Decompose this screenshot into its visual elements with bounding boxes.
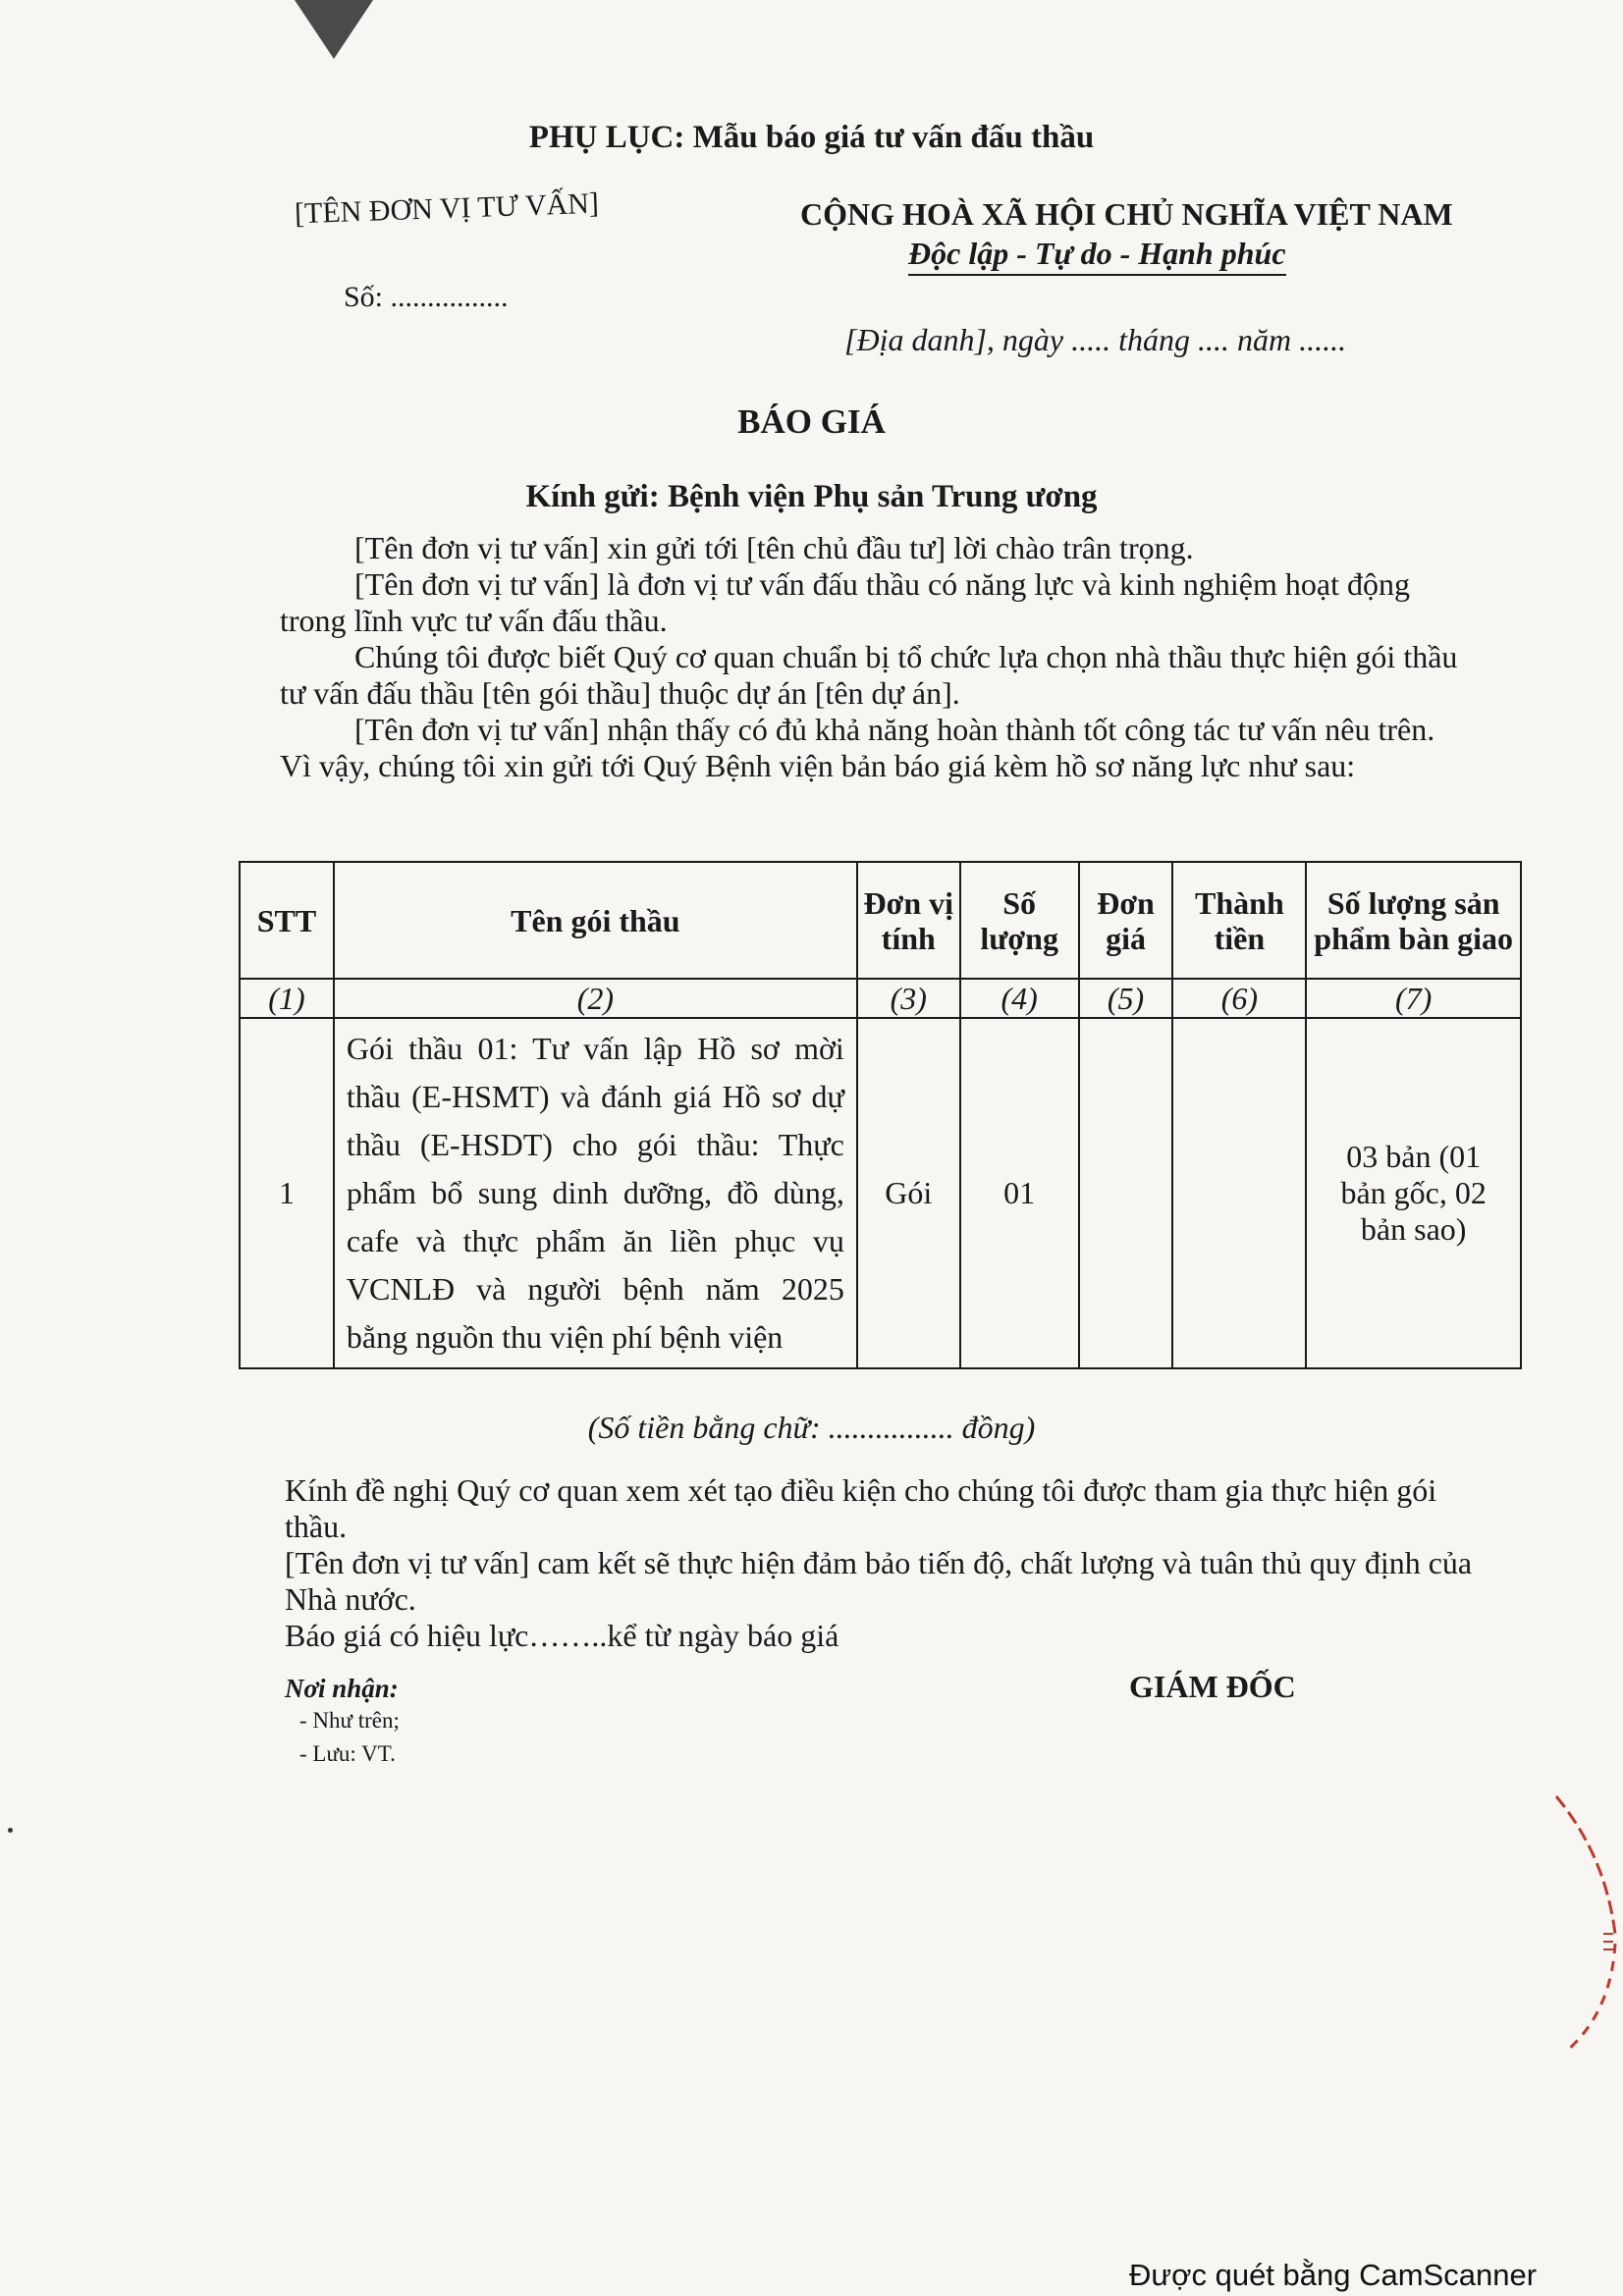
document-number: Số: ................ [344, 281, 509, 313]
closing-text [285, 1472, 1502, 1654]
header-total: Thành tiền [1172, 862, 1306, 979]
cell-package: Gói thầu 01: Tư vấn lập Hồ sơ mời thầu (E-HSMT) và đánh giá Hồ sơ dự thầu (E-HSDT) cho gói thầu: Thực phẩm bổ sung dinh dưỡng, đồ dùng, cafe và thực phẩm ăn liền phục vụ VCNLĐ và người bệnh năm 2025 bằng nguồn thu viện phí bệnh viện [334, 1018, 857, 1368]
stamp-edge-icon [1546, 1787, 1623, 2061]
header-unit: Đơn vị tính [857, 862, 960, 979]
col-number: (5) [1079, 979, 1173, 1018]
document-title: BÁO GIÁ [737, 402, 886, 441]
scanner-watermark: Được quét bằng CamScanner [1129, 2258, 1538, 2292]
recipient-line: Kính gửi: Bệnh viện Phụ sản Trung ương [525, 479, 1098, 514]
intro-text [280, 530, 1458, 784]
amount-in-words: (Số tiền bằng chữ: ................ đồng) [587, 1410, 1036, 1445]
col-number: (1) [240, 979, 334, 1018]
cell-stt: 1 [240, 1018, 334, 1368]
closing-paragraph-1: Kính đề nghị Quý cơ quan xem xét tạo điều kiện cho chúng tôi được tham gia thực hiện gói thầu. [285, 1472, 1437, 1544]
intro-paragraph-1: [Tên đơn vị tư vấn] xin gửi tới [tên chủ đầu tư] lời chào trân trọng. [354, 530, 1194, 565]
recipients-label: Nơi nhận: [285, 1674, 399, 1703]
header-stt: STT [240, 862, 334, 979]
cell-quantity: 01 [960, 1018, 1079, 1368]
col-number: (2) [334, 979, 857, 1018]
cell-deliverables: 03 bản (01 bản gốc, 02 bản sao) [1306, 1018, 1521, 1368]
page-fold-shadow [295, 0, 373, 59]
col-number: (6) [1172, 979, 1306, 1018]
cell-total [1172, 1018, 1306, 1368]
org-placeholder: [TÊN ĐƠN VỊ TƯ VẤN] [294, 187, 600, 231]
header-deliverables: Số lượng sản phẩm bàn giao [1306, 862, 1521, 979]
quotation-table [239, 861, 1522, 1369]
recipient-item: - Lưu: VT. [299, 1741, 396, 1766]
closing-paragraph-3: Báo giá có hiệu lực……..kể từ ngày báo giá [285, 1618, 839, 1653]
table-header-row [240, 862, 1521, 979]
col-number: (3) [857, 979, 960, 1018]
table-row [240, 1018, 1521, 1368]
intro-paragraph-3: Chúng tôi được biết Quý cơ quan chuẩn bị tổ chức lựa chọn nhà thầu thực hiện gói thầu tư vấn đấu thầu [tên gói thầu] thuộc dự án [tên dự án]. [280, 639, 1458, 711]
scan-speck [8, 1828, 13, 1833]
appendix-title: PHỤ LỤC: Mẫu báo giá tư vấn đấu thầu [528, 120, 1095, 155]
header-quantity: Số lượng [960, 862, 1079, 979]
signer-title: GIÁM ĐỐC [1129, 1669, 1296, 1704]
recipient-item: - Như trên; [299, 1708, 400, 1733]
intro-paragraph-4: [Tên đơn vị tư vấn] nhận thấy có đủ khả năng hoàn thành tốt công tác tư vấn nêu trên. Vì vậy, chúng tôi xin gửi tới Quý Bệnh viện bản báo giá kèm hồ sơ năng lực như sau: [280, 712, 1435, 783]
intro-paragraph-2: [Tên đơn vị tư vấn] là đơn vị tư vấn đấu thầu có năng lực và kinh nghiệm hoạt động trong lĩnh vực tư vấn đấu thầu. [280, 566, 1410, 638]
header-package: Tên gói thầu [334, 862, 857, 979]
col-number: (7) [1306, 979, 1521, 1018]
dateline: [Địa danh], ngày ..... tháng .... năm ...... [844, 322, 1347, 357]
cell-unit-price [1079, 1018, 1173, 1368]
header-unit-price: Đơn giá [1079, 862, 1173, 979]
closing-paragraph-2: [Tên đơn vị tư vấn] cam kết sẽ thực hiện đảm bảo tiến độ, chất lượng và tuân thủ quy định của Nhà nước. [285, 1545, 1473, 1617]
col-number: (4) [960, 979, 1079, 1018]
national-motto: Độc lập - Tự do - Hạnh phúc [908, 236, 1286, 276]
country-name: CỘNG HOÀ XÃ HỘI CHỦ NGHĨA VIỆT NAM [800, 196, 1453, 232]
table-column-numbers [240, 979, 1521, 1018]
cell-unit: Gói [857, 1018, 960, 1368]
